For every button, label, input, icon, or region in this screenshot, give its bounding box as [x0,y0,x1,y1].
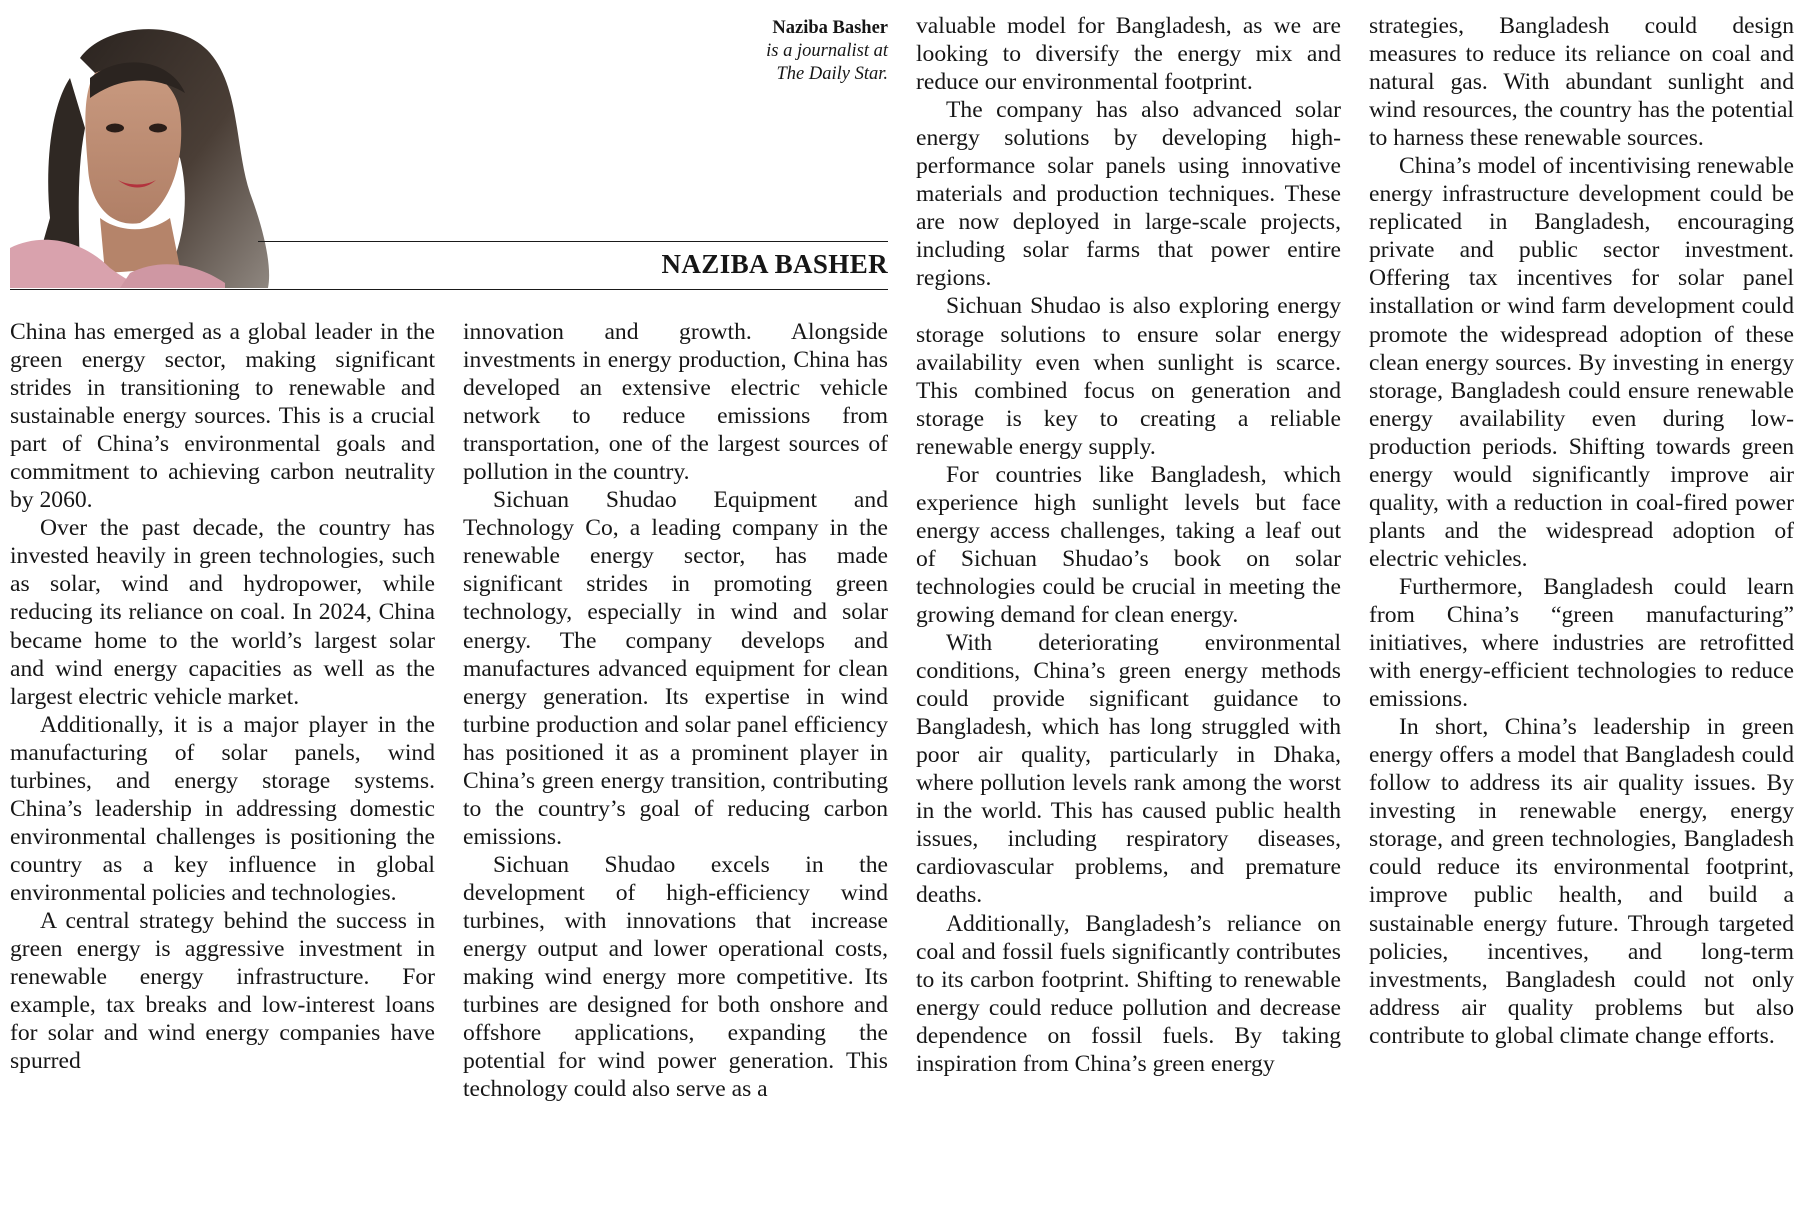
article-column-4 [1369,12,1794,1050]
paragraph: For countries like Bangladesh, which experience high sunlight levels but face energy access challenges, taking a leaf out of Sichuan Shudao’s book on solar technologies could be crucial in meeting the growing demand for clean energy. [916,461,1341,628]
paragraph: A central strategy behind the success in green energy is aggressive investment in renewable energy infrastructure. For example, tax breaks and low-interest loans for solar and wind energy companies have spurred [10,907,435,1075]
divider [258,241,888,242]
paragraph: China has emerged as a global leader in the green energy sector, making significant strides in transitioning to renewable and sustainable energy sources. This is a crucial part of China’s environmental goals and commitment to achieving carbon neutrality by 2060. [10,319,435,514]
paragraph: Sichuan Shudao Equipment and Technology Co, a leading company in the renewable energy sector, has made significant strides in promoting green technology, especially in wind and solar energy. The company develops and manufactures advanced equipment for clean energy generation. Its expertise in wind turbine production and solar panel efficiency has positioned it as a prominent player in China’s green energy transition, contributing to the country’s goal of reducing carbon emissions. [463,487,888,850]
paragraph: valuable model for Bangladesh, as we are looking to diversify the energy mix and reduce our environmental footprint. [916,13,1341,96]
paragraph: The company has also advanced solar energy solutions by developing high-performance solar panels using innovative materials and production techniques. These are now deployed in large-scale projects, including solar farms that power entire regions. [916,97,1341,292]
article-column-3 [916,12,1341,1078]
paragraph: Additionally, Bangladesh’s reliance on coal and fossil fuels significantly contributes to its carbon footprint. Shifting to renewable energy could reduce pollution and decrease dependence on fossil fuels. By taking inspiration from China’s green energy [916,910,1341,1077]
paragraph: innovation and growth. Alongside investments in energy production, China has developed an extensive electric vehicle network to reduce emissions from transportation, one of the largest sources of pollution in the country. [463,319,888,486]
paragraph: In short, China’s leadership in green energy offers a model that Bangladesh could follow to address its air quality issues. By investing in renewable energy, energy storage, and green technologies, Bangladesh could reduce its environmental footprint, improve public health, and build a sustainable energy future. Through targeted policies, incentives, and long-term investments, Bangladesh could not only address air quality problems but also contribute to global climate change efforts. [1369,714,1794,1049]
author-bio-line: The Daily Star. [776,64,888,84]
paragraph: With deteriorating environmental conditions, China’s green energy methods could provide significant guidance to Bangladesh, which has long struggled with poor air quality, particularly in Dhaka, where pollution levels rank among the worst in the world. This has caused public health issues, including respiratory diseases, cardiovascular problems, and premature deaths. [916,630,1341,909]
paragraph: Additionally, it is a major player in the manufacturing of solar panels, wind turbines, and energy storage systems. China’s leadership in addressing domestic environmental challenges is positioning the country as a key influence in global environmental policies and technologies. [10,711,435,906]
paragraph: Furthermore, Bangladesh could learn from China’s “green manufacturing” initiatives, where industries are retrofitted with energy-efficient technologies to reduce emissions. [1369,573,1794,713]
byline: NAZIBA BASHER [661,249,888,279]
paragraph: Sichuan Shudao excels in the development of high-efficiency wind turbines, with innovations that increase energy output and lower operational costs, making wind energy more competitive. Its turbines are designed for both onshore and offshore applications, expanding the potential for wind power generation. This technology could also serve as a [463,851,888,1103]
author-photo [10,18,272,288]
article-column-1 [10,318,435,1075]
paragraph: strategies, Bangladesh could design measures to reduce its reliance on coal and natural gas. With abundant sunlight and wind resources, the country has the potential to harness these renewable sources. [1369,13,1794,152]
paragraph: Sichuan Shudao is also exploring energy storage solutions to ensure solar energy availability even when sunlight is scarce. This combined focus on generation and storage is key to creating a reliable renewable energy supply. [916,293,1341,460]
paragraph: China’s model of incentivising renewable energy infrastructure development could be replicated in Bangladesh, encouraging private and public sector investment. Offering tax incentives for solar panel installation or wind farm development could promote the widespread adoption of these clean energy sources. By investing in energy storage, Bangladesh could ensure renewable energy availability even during low-production periods. Shifting towards green energy would significantly improve air quality, with a reduction in coal-fired power plants and the widespread adoption of electric vehicles. [1369,153,1794,572]
author-name: Naziba Basher [772,18,888,38]
article-column-2 [463,318,888,1103]
paragraph: Over the past decade, the country has invested heavily in green technologies, such as solar, wind and hydropower, while reducing its reliance on coal. In 2024, China became home to the world’s largest solar and wind energy capacities as well as the largest electric vehicle market. [10,515,435,710]
author-bio [766,17,888,86]
divider [10,289,888,290]
author-bio-line: is a journalist at [766,41,888,61]
